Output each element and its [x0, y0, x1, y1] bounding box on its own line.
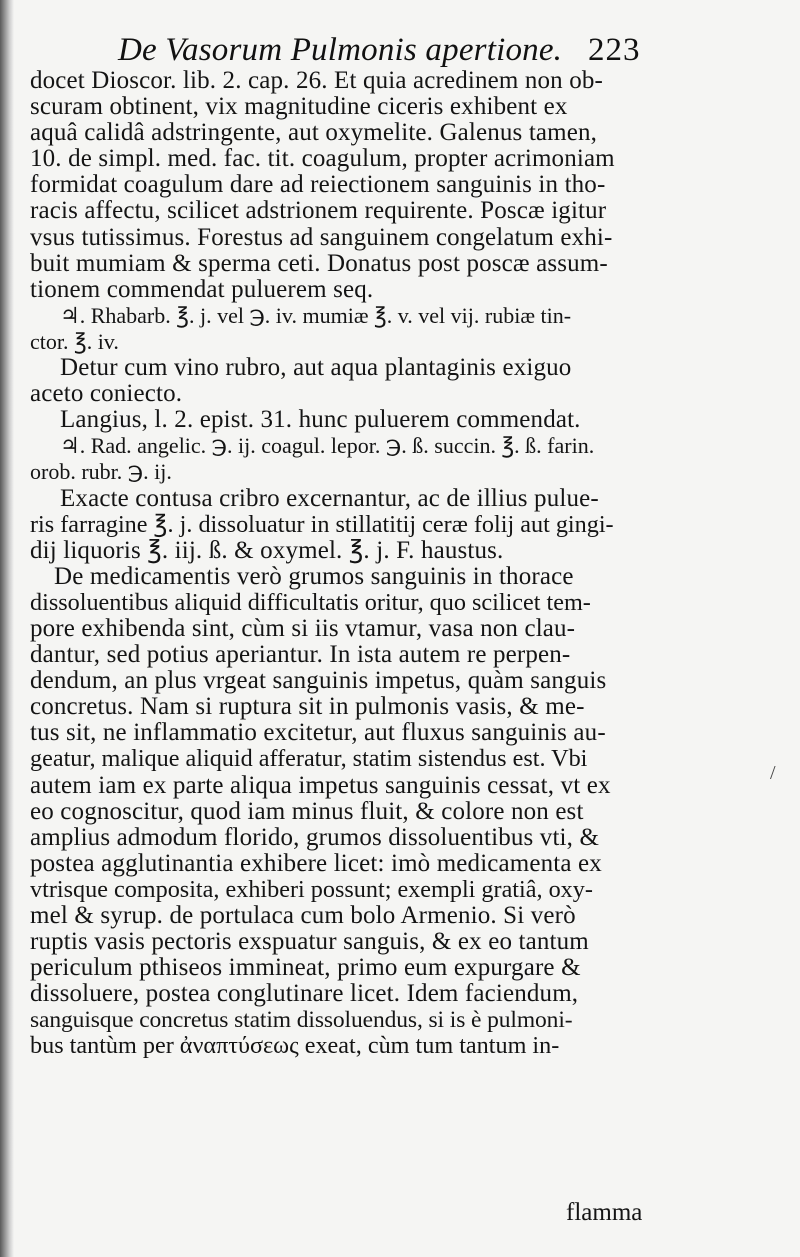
text-line: geatur, malique aliquid afferatur, statim sistendus est. Vbi [30, 745, 588, 773]
recipe-line: ctor. ℥. iv. [30, 328, 119, 354]
text-line: tionem commendat puluerem seq. [30, 275, 374, 303]
text-line: ruptis vasis pectoris exspuatur sanguis, & ex eo tantum [30, 928, 589, 956]
recipe-line: ♃. Rhabarb. ℥. j. vel ℈. iv. mumiæ ℥. v. vel vij. rubiæ tin- [60, 302, 572, 328]
text-line: amplius admodum florido, grumos dissoluentibus vti, & [30, 823, 600, 851]
text-line: aquâ calidâ adstringente, aut oxymelite. Galenus tamen, [30, 119, 598, 147]
text-line: dij liquoris ℥. iij. ß. & oxymel. ℥. j. F. haustus. [30, 536, 504, 564]
text-line: postea agglutinantia exhibere licet: imò medicamenta ex [30, 849, 602, 877]
text-line: De medicamentis verò grumos sanguinis in thorace [54, 562, 574, 590]
text-line: Detur cum vino rubro, aut aqua plantaginis exiguo [60, 354, 572, 382]
recipe-line: orob. rubr. ℈. ij. [30, 459, 172, 485]
text-line: scuram obtinent, vix magnitudine ciceris exhibent ex [30, 93, 568, 121]
text-line: periculum pthiseos immineat, primo eum expurgare & [30, 954, 581, 982]
text-line: pore exhibenda sint, cùm si iis vtamur, vasa non clau- [30, 614, 576, 642]
text-line: sanguisque concretus statim dissoluendus, si is è pulmoni- [30, 1007, 573, 1034]
text-line: autem iam ex parte aliqua impetus sanguinis cessat, vt ex [30, 771, 611, 799]
text-line: aceto coniecto. [30, 380, 183, 408]
text-line: 10. de simpl. med. fac. tit. coagulum, propter acrimoniam [30, 145, 615, 173]
text-line: mel & syrup. de portulaca cum bolo Armenio. Si verò [30, 902, 576, 929]
binding-edge [0, 0, 14, 1257]
text-line: concretus. Nam si ruptura sit in pulmonis vasis, & me- [30, 693, 585, 721]
text-line: racis affectu, scilicet adstrionem requirente. Poscæ igitur [30, 197, 607, 225]
text-line: dissoluentibus aliquid difficultatis oritur, quo scilicet tem- [30, 588, 591, 616]
catchword: flamma [566, 1199, 643, 1226]
page-header [0, 30, 800, 70]
margin-mark: / [770, 762, 776, 784]
text-line: Langius, l. 2. epist. 31. hunc puluerem commendat. [60, 406, 581, 434]
text-line: ris farragine ℥. j. dissoluatur in stillatitij ceræ folij aut gingi- [30, 510, 614, 538]
text-line: tus sit, ne inflammatio excitetur, aut fluxus sanguinis au- [30, 719, 606, 747]
text-line: dantur, sed potius aperiantur. In ista autem re perpen- [30, 641, 571, 669]
text-line: buit mumiam & sperma ceti. Donatus post poscæ assum- [30, 249, 608, 277]
text-line: dissoluere, postea conglutinare licet. Idem faciendum, [30, 980, 579, 1008]
text-line: formidat coagulum dare ad reiectionem sanguinis in tho- [30, 171, 606, 199]
text-line: vsus tutissimus. Forestus ad sanguinem congelatum exhi- [30, 223, 613, 251]
body-text [30, 68, 660, 1060]
text-line: vtrisque composita, exhiberi possunt; exempli gratiâ, oxy- [30, 875, 593, 903]
text-line: docet Dioscor. lib. 2. cap. 26. Et quia acredinem non ob- [30, 67, 603, 94]
text-line: bus tantùm per ἀναπτύσεως exeat, cùm tum tantum in- [30, 1032, 560, 1060]
text-line: Exacte contusa cribro excernantur, ac de illius pulue- [60, 484, 599, 512]
text-line: eo cognoscitur, quod iam minus fluit, & colore non est [30, 797, 584, 825]
text-line: dendum, an plus vrgeat sanguinis impetus, quàm sanguis [30, 667, 607, 695]
page-number: 223 [588, 32, 641, 68]
recipe-line: ♃. Rad. angelic. ℈. ij. coagul. lepor. ℈. ß. succin. ℥. ß. farin. [60, 433, 595, 459]
running-title: De Vasorum Pulmonis apertione. [118, 32, 563, 68]
